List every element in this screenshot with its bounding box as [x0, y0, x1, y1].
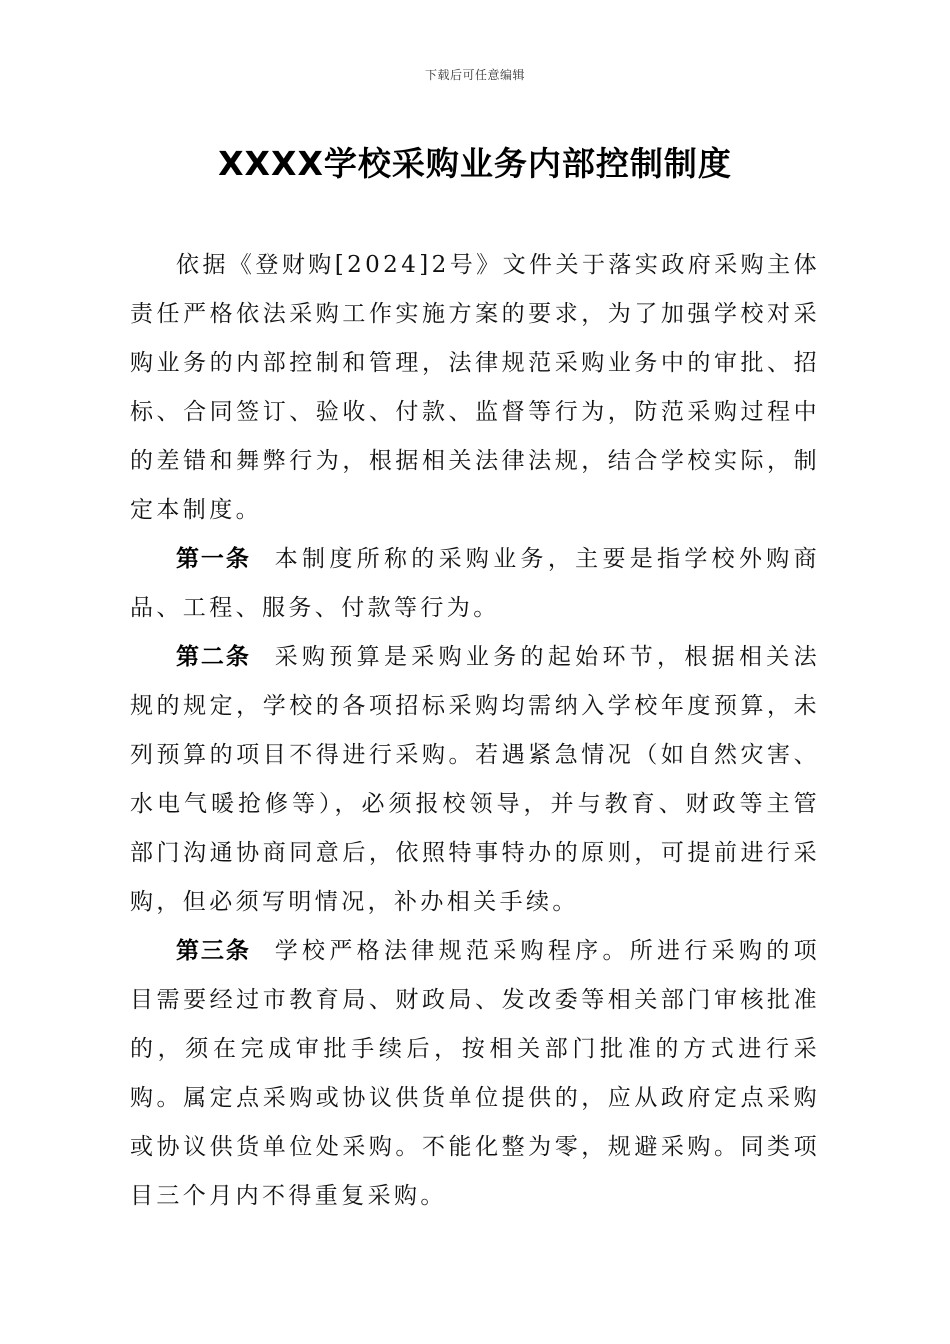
- document-body: [130, 241, 820, 1221]
- article-2-text: 采购预算是采购业务的起始环节，根据相关法规的规定，学校的各项招标采购均需纳入学校年度预算，未列预算的项目不得进行采购。若遇紧急情况（如自然灾害、水电气暖抢修等），必须报校领导，并与教育、财政等主管部门沟通协商同意后，依照特事特办的原则，可提前进行采购，但必须写明情况，补办相关手续。: [130, 644, 821, 915]
- page-header-note: 下载后可任意编辑: [424, 68, 525, 82]
- article-2-number: 第二条: [176, 644, 251, 670]
- intro-paragraph: 依据《登财购[2024]2号》文件关于落实政府采购主体责任严格依法采购工作实施方案的要求，为了加强学校对采购业务的内部控制和管理，法律规范采购业务中的审批、招标、合同签订、验收、付款、监督等行为，防范采购过程中的差错和舞弊行为，根据相关法律法规，结合学校实际，制定本制度。: [130, 252, 820, 523]
- article-1: [130, 535, 820, 633]
- article-3-number: 第三条: [176, 938, 251, 964]
- article-3: [130, 927, 820, 1221]
- article-1-text: 本制度所称的采购业务，主要是指学校外购商品、工程、服务、付款等行为。: [130, 546, 821, 621]
- article-3-text: 学校严格法律规范采购程序。所进行采购的项目需要经过市教育局、财政局、发改委等相关部门审核批准的，须在完成审批手续后，按相关部门批准的方式进行采购。属定点采购或协议供货单位提供的，应从政府定点采购或协议供货单位处采购。不能化整为零，规避采购。同类项目三个月内不得重复采购。: [130, 938, 821, 1209]
- article-2: [130, 633, 820, 927]
- article-1-number: 第一条: [176, 546, 251, 572]
- document-title: XXXX学校采购业务内部控制制度: [218, 144, 732, 183]
